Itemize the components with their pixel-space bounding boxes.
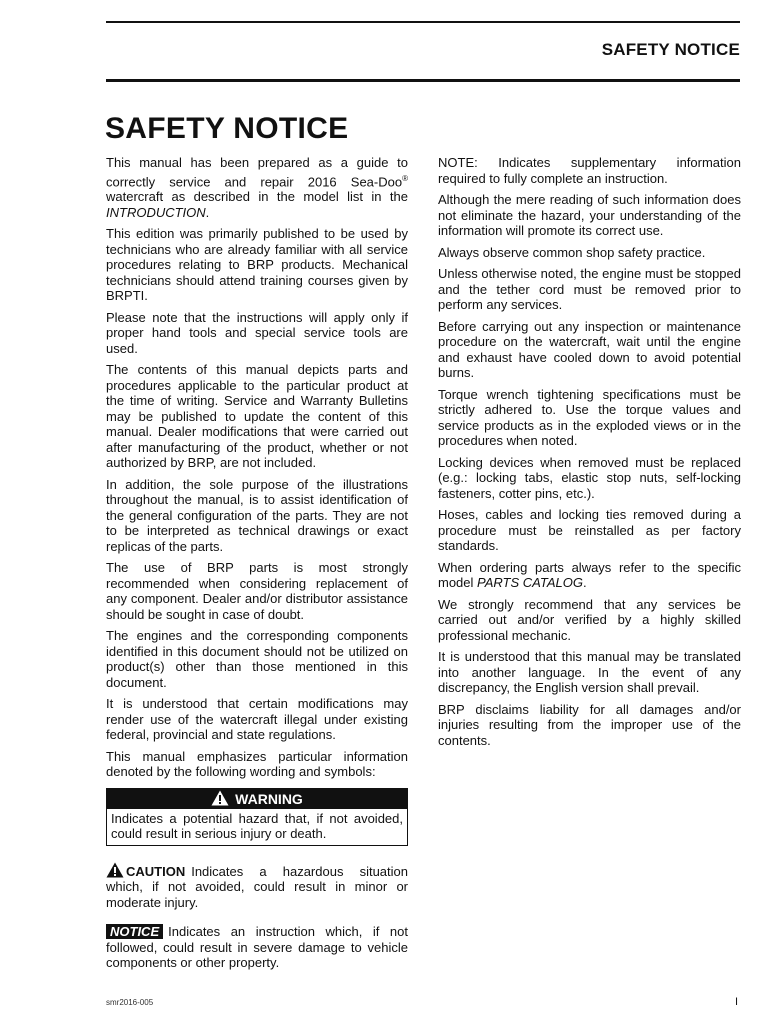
ordering-text: When ordering parts always refer to the specific model: [438, 559, 741, 590]
warning-header: [107, 789, 407, 809]
footer-document-code: smr2016-005: [106, 998, 154, 1007]
caution-triangle-icon: [106, 862, 124, 878]
caution-label: CAUTION: [126, 863, 186, 879]
left-column: [106, 155, 408, 977]
warning-box: [106, 788, 408, 846]
intro-end: .: [205, 204, 210, 220]
registered-mark: ®: [402, 173, 408, 183]
paragraph-hoses: Hoses, cables and locking ties removed during a procedure must be reinstalled as per factory standards.: [438, 507, 741, 553]
paragraph-illustrations: In addition, the sole purpose of the illustrations throughout the manual, is to assist identification of the general configuration of the parts. They are not to be interpreted as technical drawings or exact replicas of the parts.: [106, 476, 408, 554]
paragraph-tools: Please note that the instructions will apply only if proper hand tools and special service tools are used.: [106, 309, 408, 356]
running-header-title: SAFETY NOTICE: [601, 40, 740, 59]
paragraph-shop-safety: Always observe common shop safety practice.: [438, 244, 706, 260]
paragraph-ordering-parts: [438, 560, 741, 591]
paragraph-brp-parts: The use of BRP parts is most strongly recommended when considering replacement of any component. Dealer and/or distributor assistance should be sought in case of doubt.: [106, 560, 408, 622]
notice-paragraph: [106, 924, 408, 971]
note-label: NOTE:: [438, 155, 478, 170]
warning-text: Indicates a potential hazard that, if not avoided, could result in serious injury or death.: [111, 810, 403, 842]
paragraph-locking-devices: Locking devices when removed must be replaced (e.g.: locking tabs, elastic stop nuts, self-locking fasteners, cotter pins, etc.).: [438, 454, 741, 501]
note-text: Indicates supplementary information required to fully complete an instruction.: [438, 155, 741, 186]
notice-label: NOTICE: [106, 924, 163, 939]
warning-triangle-icon: [211, 790, 229, 806]
caution-text: Indicates a hazardous situation which, if not avoided, could result in minor or moderate injury.: [106, 863, 408, 910]
paragraph-emphasis: This manual emphasizes particular information denoted by the following wording and symbols:: [106, 748, 408, 780]
paragraph-intro: [106, 155, 408, 220]
caution-paragraph: [106, 862, 408, 911]
paragraph-hazard-understanding: Although the mere reading of such information does not eliminate the hazard, your understanding of the information will promote its correct use.: [438, 192, 741, 238]
footer-page-number: I: [734, 996, 738, 1008]
right-column: [438, 155, 741, 754]
introduction-reference: INTRODUCTION: [106, 204, 206, 220]
page-title: SAFETY NOTICE: [105, 112, 349, 145]
parts-catalog-reference: PARTS CATALOG: [477, 575, 583, 590]
paragraph-contents: The contents of this manual depicts parts and procedures applicable to the particular product at the time of writing. Service and Warranty Bulletins may be published to update the content of this manual. Dealer modifications that were carried out after manufacturing of the product, whether or not authorized by BRP, are not included.: [106, 362, 408, 471]
paragraph-liability: BRP disclaims liability for all damages and/or injuries resulting from the improper use of the contents.: [438, 701, 741, 748]
ordering-end: .: [582, 575, 587, 590]
paragraph-torque: Torque wrench tightening specifications must be strictly adhered to. Use the torque values and service products as in the exploded views or in the procedures when noted.: [438, 386, 741, 448]
paragraph-cool-down: Before carrying out any inspection or maintenance procedure on the watercraft, wait until the engine and exhaust have cooled down to avoid potential burns.: [438, 318, 741, 380]
intro-text-cont: watercraft as described in the model list in the: [106, 189, 408, 205]
notice-text: Indicates an instruction which, if not followed, could result in severe damage to vehicle components or other property.: [106, 924, 408, 971]
warning-label: WARNING: [235, 790, 303, 807]
paragraph-edition: This edition was primarily published to be used by technicians who are already familiar with all service procedures relating to BRP products. Mechanical technicians should attend training courses given by BRPTI.: [106, 226, 408, 304]
paragraph-engine-stopped: Unless otherwise noted, the engine must be stopped and the tether cord must be removed prior to perform any services.: [438, 266, 741, 312]
paragraph-skilled-mechanic: We strongly recommend that any services be carried out and/or verified by a highly skilled professional mechanic.: [438, 596, 741, 643]
header-rule: [106, 79, 740, 82]
intro-text: This manual has been prepared as a guide to correctly service and repair 2016 Sea-Doo: [106, 155, 408, 189]
paragraph-translation: It is understood that this manual may be translated into another language. In the event of any discrepancy, the English version shall prevail.: [438, 649, 741, 695]
paragraph-modifications: It is understood that certain modifications may render use of the watercraft illegal under existing federal, provincial and state regulations.: [106, 696, 408, 743]
top-rule: [106, 21, 740, 23]
paragraph-note: [438, 155, 741, 186]
paragraph-engines: The engines and the corresponding components identified in this document should not be utilized on product(s) other than those mentioned in this document.: [106, 628, 408, 690]
